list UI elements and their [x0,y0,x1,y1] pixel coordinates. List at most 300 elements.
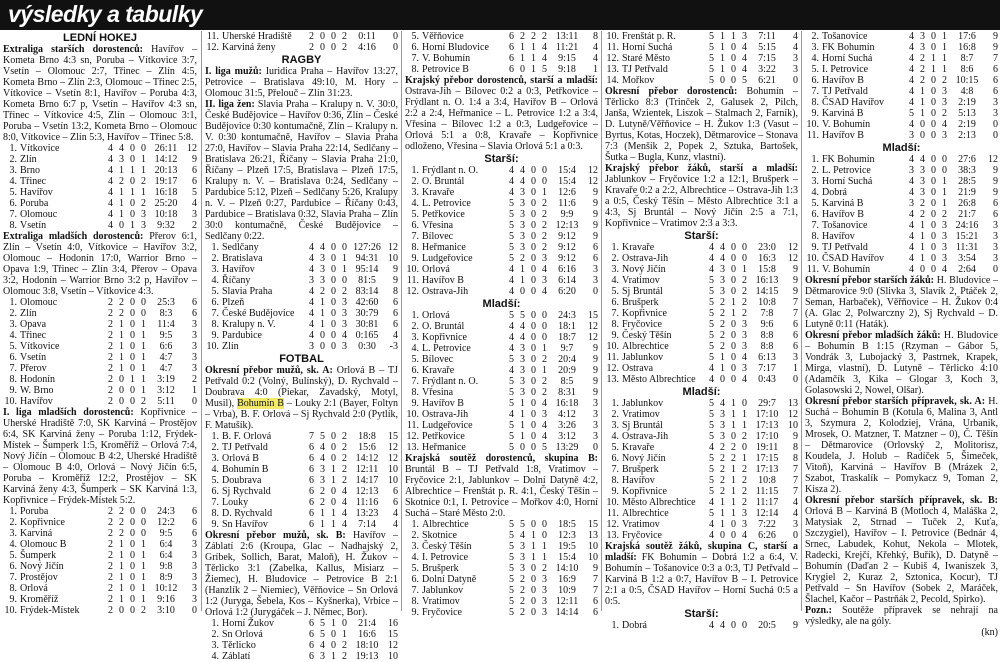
table-cell: Frýdlant n. O. [422,376,479,387]
competition-name: Okresní přebor starších žáků: [805,275,934,286]
table-cell: 4 [909,64,914,75]
table-cell: 1 [320,308,325,319]
table-cell: 4 [720,253,725,264]
table-cell: 18:1 [558,321,576,332]
table-cell: 7. [811,220,819,231]
table-row [605,275,798,286]
table-cell: 14:12 [355,453,379,464]
table-cell: 13:29 [555,442,579,453]
table-cell: 9 [793,264,798,275]
table-cell: 6 [593,242,598,253]
table-cell: 0 [942,165,947,176]
table-cell: 4. [211,651,219,662]
table-cell: 3 [520,376,525,387]
table-cell: 9:8 [159,561,173,572]
table-cell: 0 [531,387,536,398]
table-row [405,420,598,431]
table-cell: Doubrava [222,475,262,486]
table-cell: 3 [720,409,725,420]
table-cell: 1 [119,165,124,176]
table-cell: Louky [222,497,249,508]
table-cell: 5 [509,607,514,618]
table-cell: 10 [388,464,398,475]
table-row [805,97,998,108]
table-cell: Kroměříž [20,594,59,605]
table-cell: 1 [720,363,725,374]
table-cell: 2 [742,475,747,486]
table-row [405,198,598,209]
table-cell: 3. [811,176,819,187]
table-cell: 6. [611,453,619,464]
table-cell: 1 [331,651,336,662]
table-cell: 0 [141,308,146,319]
table-cell: 3 [593,409,598,420]
table-cell: 0 [920,130,925,141]
table-cell: 3 [520,563,525,574]
table-cell: 0 [531,431,536,442]
table-row [3,209,197,220]
table-cell: 2 [141,605,146,616]
table-cell: 3. [9,319,17,330]
result-text: Bruntál B – TJ Petřvald 1:8, Vratimov – Fryčovice 2:1, Jablunkov – Dolní Datyně 4:2, Albrechtice – Frenštát p. R. 4:1, Český Těšín – Skotnice 0:1, I. Petrovice – Mořkov 4:0, Horní Suchá – Staré Město 2:0. [405,464,598,519]
table-cell: 9 [593,187,598,198]
table-cell: 10 [788,420,798,431]
table-row [205,275,398,286]
table-cell: 1 [720,42,725,53]
table-cell: 3. [611,420,619,431]
table-cell: 1 [731,497,736,508]
table-cell: 3 [993,231,998,242]
table-cell: 6 [593,596,598,607]
table-cell: 12 [388,640,398,651]
table-cell: 0 [130,154,135,165]
table-cell: 4 [520,530,525,541]
table-cell: 2 [542,563,547,574]
table-cell: 0 [731,620,736,631]
result-paragraph [605,86,798,163]
table-cell: 2 [342,431,347,442]
table-cell: 9 [593,343,598,354]
competition-name: Krajská soutěž dorostenců, skupina B: [405,453,598,464]
table-cell: 1 [731,508,736,519]
table-cell: 1 [542,343,547,354]
table-cell: 12 [588,176,598,187]
table-cell: 9. [811,242,819,253]
table-row [205,42,398,53]
table-cell: 0 [931,31,936,42]
table-cell: 2 [108,352,113,363]
table-row [405,431,598,442]
table-cell: 1 [520,264,525,275]
table-cell: 1 [920,97,925,108]
table-cell: Horní Žukov [222,618,274,629]
table-row [405,176,598,187]
table-cell: 2. [611,409,619,420]
table-cell: Orlová B [222,453,259,464]
table-cell: 1 [731,398,736,409]
table-cell: 1 [520,42,525,53]
table-cell: 12 [388,453,398,464]
table-cell: 4 [509,165,514,176]
table-cell: Ludgeřovice [422,420,473,431]
table-cell: 6. [211,486,219,497]
table-cell: 2 [520,596,525,607]
table-row [605,464,798,475]
table-cell: 4 [108,143,113,154]
table-row [405,343,598,354]
table-cell: 2 [320,497,325,508]
table-cell: 6 [793,341,798,352]
table-row [805,42,998,53]
table-cell: 2 [141,396,146,407]
table-cell: 3 [742,508,747,519]
table-cell: Albrechtice [422,519,469,530]
table-cell: 10. [406,264,419,275]
table-cell: 7. [9,209,17,220]
table-cell: 0 [130,308,135,319]
table-cell: 0 [531,264,536,275]
table-cell: 2 [542,376,547,387]
table-cell: 95:14 [355,264,379,275]
table-cell: Frenštát p. R. [622,31,676,42]
table-cell: 5 [509,431,514,442]
table-cell: 0 [731,530,736,541]
table-cell: 3 [520,231,525,242]
section-heading: Mladší: [482,298,521,310]
table-cell: 0:165 [355,330,379,341]
table-cell: 6 [593,607,598,618]
table-cell: 2 [720,341,725,352]
table-cell: 12:14 [755,508,779,519]
table-cell: Albrechtice [622,508,669,519]
table-cell: 4. [611,275,619,286]
table-cell: 2 [141,176,146,187]
table-cell: 3 [720,431,725,442]
table-row [205,508,398,519]
table-cell: 0 [331,242,336,253]
table-cell: 0 [331,640,336,651]
table-cell: Bratislava [222,253,263,264]
table-cell: 8:3 [159,308,173,319]
table-cell: 12 [187,143,197,154]
table-cell: 2 [920,75,925,86]
table-cell: 0 [393,42,398,53]
section-heading: Mladší: [882,142,921,154]
table-cell: 4 [909,220,914,231]
table-cell: 1 [731,31,736,42]
table-row [3,187,197,198]
table-cell: 5. [811,64,819,75]
table-cell: FK Bohumín [822,42,875,53]
result-paragraph [405,453,598,519]
table-cell: 1 [720,497,725,508]
table-cell: 2 [108,297,113,308]
table-cell: 4 [509,264,514,275]
table-cell: W. Brno [20,385,54,396]
table-cell: 3 [793,53,798,64]
table-row [405,187,598,198]
table-cell: 3 [520,343,525,354]
table-cell: 9:12 [558,253,576,264]
table-cell: 1 [119,209,124,220]
table-cell: 0 [720,530,725,541]
table-cell: 2 [108,539,113,550]
table-cell: 3:54 [958,253,976,264]
table-cell: O. Bruntál [422,176,465,187]
table-row [405,332,598,343]
table-cell: 1 [942,176,947,187]
table-cell: 4 [320,640,325,651]
table-row [405,519,598,530]
table-cell: 8:7 [960,53,974,64]
competition-name: Krajský přebor žáků, starší a mladší: [605,163,798,174]
table-cell: 0 [141,517,146,528]
table-cell: 0 [931,264,936,275]
table-cell: 6 [309,453,314,464]
table-cell: 4 [909,42,914,53]
table-cell: 4 [108,209,113,220]
table-cell: 4 [709,363,714,374]
table-cell: 3 [942,231,947,242]
table-cell: L. Petrovice [422,198,471,209]
table-cell: Karviná B [822,198,864,209]
table-cell: 12 [788,242,798,253]
table-row [405,31,598,42]
table-cell: 4 [509,343,514,354]
table-cell: 0 [130,198,135,209]
table-cell: Nový Jičín [20,561,64,572]
table-cell: Horní Suchá [822,176,873,187]
table-cell: 5 [509,310,514,321]
table-cell: 0 [119,220,124,231]
table-row [205,330,398,341]
table-cell: 0 [531,596,536,607]
competition-name: I. liga mladších dorostenců: [3,407,134,418]
standings-table [405,165,598,297]
table-cell: Hodonín [20,374,55,385]
competition-name: Okresní přebor starších přípravek, sk. B: [805,495,998,506]
result-text: Iuridica Praha – Havířov 13:27, Petrovice – Bratislava 49:10, M. Hory – Olomouc 31:5, Přelouč – Zlín 31:23. [205,66,398,99]
table-cell: 9. [611,486,619,497]
table-row [405,209,598,220]
table-cell: 10:15 [955,75,979,86]
table-cell: 17:13 [755,464,779,475]
table-cell: 2 [720,475,725,486]
table-cell: 5 [542,442,547,453]
table-cell: 9 [192,154,197,165]
table-cell: 2 [309,42,314,53]
table-cell: 5 [709,75,714,86]
table-cell: 3 [720,286,725,297]
table-cell: 0 [931,231,936,242]
table-cell: 6 [309,508,314,519]
table-cell: Ostrava-Jih [422,286,469,297]
table-cell: 17:6 [958,31,976,42]
table-cell: 8. [411,387,419,398]
table-cell: 4 [342,330,347,341]
table-cell: Město Albrechtice [622,497,696,508]
table-row [405,552,598,563]
table-cell: 4 [393,330,398,341]
table-cell: 0 [192,396,197,407]
table-row [405,607,598,618]
table-cell: 3 [920,165,925,176]
table-cell: 2. [9,517,17,528]
table-cell: 4 [509,275,514,286]
table-cell: 1 [542,541,547,552]
table-cell: Plzeň [222,297,245,308]
table-cell: 1 [520,398,525,409]
table-cell: 3 [320,475,325,486]
table-row [405,574,598,585]
table-cell: 1 [531,64,536,75]
table-cell: 0 [731,341,736,352]
result-text: Orlová B – Karviná B (Motloch 4, Maláška 2, Matysiak 2, Strnad – Tuček 2, Kuťa, Szczygiel), Havířov – I. Petrovice (Bednár 4, Srnec, Labudek, Kohut, Nekola – Mlotek, Radecki, Krejčí, Křehký, Buřík), D. Datyně – Bohumín (Daďan 2 – Kubiš 4, Iwaniszek 3, Krygiel 2, Kuraz 2, Sztonica, Kocur), TJ Petřvald – Sn Havířov (Sobek 2, Maráček, Šlachel, Kačor – Pastrňák 2, Pecold, Spirko). [805,506,998,605]
table-cell: 4 [742,374,747,385]
table-cell: 2 [119,506,124,517]
table-cell: Kravaře [622,242,655,253]
table-cell: 1 [192,385,197,396]
table-cell: 0 [793,530,798,541]
page-title: výsledky a tabulky [8,1,203,27]
table-cell: 1 [531,541,536,552]
table-cell: 2 [742,464,747,475]
table-cell: 5 [509,574,514,585]
table-cell: 0 [130,572,135,583]
table-cell: 3 [520,209,525,220]
table-cell: 6. [411,220,419,231]
table-row [605,420,798,431]
table-cell: 8 [793,442,798,453]
table-cell: 16:6 [358,629,376,640]
table-cell: 12 [988,154,998,165]
table-cell: 1 [542,552,547,563]
standings-table [405,310,598,453]
table-cell: 4 [909,176,914,187]
table-cell: 0 [520,286,525,297]
table-cell: 1 [130,220,135,231]
table-cell: 6 [309,629,314,640]
table-cell: 1 [720,53,725,64]
table-cell: Havířov B [422,398,464,409]
table-row [805,264,998,275]
table-cell: 1 [119,550,124,561]
table-cell: 1 [119,187,124,198]
table-cell: Frýdlant n. O. [422,165,479,176]
table-cell: 4 [542,42,547,53]
table-cell: 9 [593,365,598,376]
table-cell: 12. [406,431,419,442]
table-cell: 1 [931,64,936,75]
table-cell: Zlín [20,308,37,319]
table-cell: 3 [920,42,925,53]
table-cell: 3 [520,198,525,209]
table-cell: 2 [920,198,925,209]
result-paragraph [605,163,798,229]
table-row [205,253,398,264]
table-cell: 0 [130,341,135,352]
table-cell: 2 [108,330,113,341]
table-cell: 3 [542,607,547,618]
table-cell: 4 [709,374,714,385]
table-cell: 3 [942,253,947,264]
table-cell: 3 [942,242,947,253]
table-cell: 1 [141,572,146,583]
table-cell: 2 [742,275,747,286]
table-row [205,475,398,486]
table-cell: 3:12 [157,385,175,396]
table-cell: 11. [806,130,819,141]
table-cell: 15:4 [558,165,576,176]
table-cell: 5. [811,198,819,209]
table-cell: 3 [942,86,947,97]
table-cell: 2 [720,442,725,453]
result-paragraph [605,541,798,607]
table-cell: 0 [931,198,936,209]
result-paragraph [205,66,398,99]
table-cell: 10. [4,396,17,407]
table-cell: Petrovice B [422,64,469,75]
table-cell: 1 [731,486,736,497]
table-row [405,264,598,275]
table-cell: 10. [806,119,819,130]
standings-table [805,154,998,275]
table-cell: Karviná [20,528,53,539]
table-cell: 16:18 [154,187,178,198]
table-cell: Bohumín B [222,464,269,475]
table-cell: 0 [320,42,325,53]
result-paragraph [805,605,998,627]
table-cell: 3 [993,97,998,108]
table-cell: 2 [542,209,547,220]
table-cell: Frýdek-Místek [20,605,80,616]
table-cell: 9 [793,275,798,286]
table-cell: 2 [108,374,113,385]
table-row [3,550,197,561]
table-cell: Horní Bludovice [422,42,489,53]
table-cell: 4:8 [960,86,974,97]
table-cell: 3:22 [758,64,776,75]
table-cell: 5. [411,354,419,365]
table-cell: 20:4 [558,354,576,365]
table-cell: 0 [931,187,936,198]
competition-name: Okresní přebor mužů, sk. B: [205,530,346,541]
table-cell: 8. [811,231,819,242]
standings-table [205,618,398,662]
table-cell: 0 [320,330,325,341]
column-4 [601,31,801,631]
table-cell: 23:0 [758,242,776,253]
competition-name: Okresní přebor mladších žáků: [805,330,941,341]
table-cell: Vsetín [20,220,47,231]
result-text: Soutěže přípravek se nehrají na výsledky, ale na góly. [805,605,998,627]
table-cell: 2 [342,640,347,651]
table-cell: 0 [531,275,536,286]
table-cell: 5 [709,508,714,519]
table-cell: 3 [593,264,598,275]
table-cell: 5 [509,376,514,387]
table-cell: 4. [211,464,219,475]
table-cell: 9 [793,431,798,442]
table-cell: 6. [811,75,819,86]
table-cell: 0 [130,143,135,154]
table-cell: 21:9 [958,187,976,198]
table-cell: Havířov B [822,75,864,86]
table-cell: 0 [531,398,536,409]
table-cell: 4 [709,442,714,453]
table-cell: 4 [920,154,925,165]
table-cell: 1 [141,319,146,330]
